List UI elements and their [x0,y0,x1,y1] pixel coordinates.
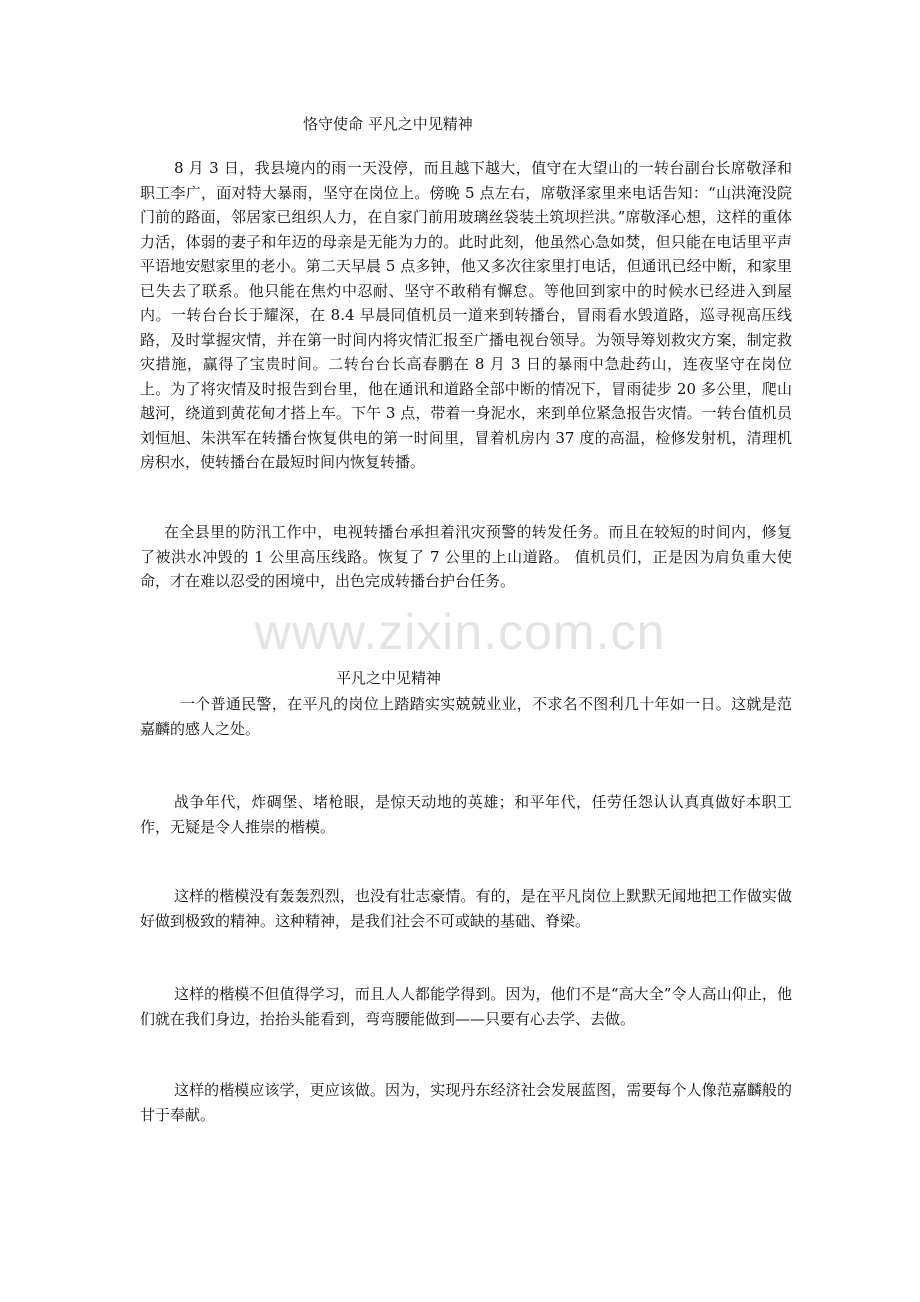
paragraph-5: 这样的楷模没有轰轰烈烈，也没有壮志豪情。有的，是在平凡岗位上默默无闻地把工作做实做好做到极致的精神。这种精神，是我们社会不可或缺的基础、脊梁。 [140,887,792,930]
paragraph-6: 这样的楷模不但值得学习，而且人人都能学得到。因为，他们不是“高大全”令人高山仰止，他们就在我们身边，抬抬头能看到，弯弯腰能做到——只要有心去学、去做。 [140,985,792,1028]
paragraph-2: 在全县里的防汛工作中，电视转播台承担着汛灾预警的转发任务。而且在较短的时间内，修复了被洪水冲毁的 1 公里高压线路。恢复了 7 公里的上山道路。 值机员们，正是因为肩负重大使命，才在难以忍受的困境中，出色完成转播台护台任务。 [140,523,792,590]
paragraph-4: 战争年代，炸碉堡、堵枪眼，是惊天动地的英雄；和平年代，任劳任怨认认真真做好本职工作，无疑是令人推崇的楷模。 [140,793,792,836]
article-title-2: 平凡之中见精神 [336,669,442,687]
paragraph-7: 这样的楷模应该学，更应该做。因为，实现丹东经济社会发展蓝图，需要每个人像范嘉麟般的甘于奉献。 [140,1081,792,1124]
article-title-1: 恪守使命 平凡之中见精神 [303,115,473,133]
watermark: www.zixin.com.cn [254,604,666,660]
paragraph-3: 一个普通民警，在平凡的岗位上踏踏实实兢兢业业，不求名不图利几十年如一日。这就是范嘉麟的感人之处。 [140,695,792,738]
paragraph-1: 8 月 3 日，我县境内的雨一天没停，而且越下越大，值守在大望山的一转台副台长席敬泽和职工李广，面对特大暴雨，坚守在岗位上。傍晚 5 点左右，席敬泽家里来电话告知：“山洪淹没院门前的路面，邻居家已组织人力，在自家门前用玻璃丝袋装土筑坝拦洪。”席敬泽心想，这样的重体力活，体弱的妻子和年迈的母亲是无能为力的。此时此刻，他虽然心急如焚，但只能在电话里平声平语地安慰家里的老小。第二天早晨 5 点多钟，他又多次往家里打电话，但通讯已经中断，和家里已失去了联系。他只能在焦灼中忍耐、坚守不敢稍有懈怠。等他回到家中的时候水已经进入到屋内。一转台台长于耀深，在 8.4 早晨同值机员一道来到转播台，冒雨看水毁道路，巡寻视高压线路，及时掌握灾情，并在第一时间内将灾情汇报至广播电视台领导。为领导筹划救灾方案，制定救灾措施，赢得了宝贵时间。二转台台长高春鹏在 8 月 3 日的暴雨中急赴药山，连夜坚守在岗位上。为了将灾情及时报告到台里，他在通讯和道路全部中断的情况下，冒雨徒步 20 多公里，爬山越河，绕道到黄花甸才搭上车。下午 3 点，带着一身泥水，来到单位紧急报告灾情。一转台值机员刘恒旭、朱洪军在转播台恢复供电的第一时间里，冒着机房内 37 度的高温，检修发射机，清理机房积水，使转播台在最短时间内恢复转播。 [140,159,792,471]
